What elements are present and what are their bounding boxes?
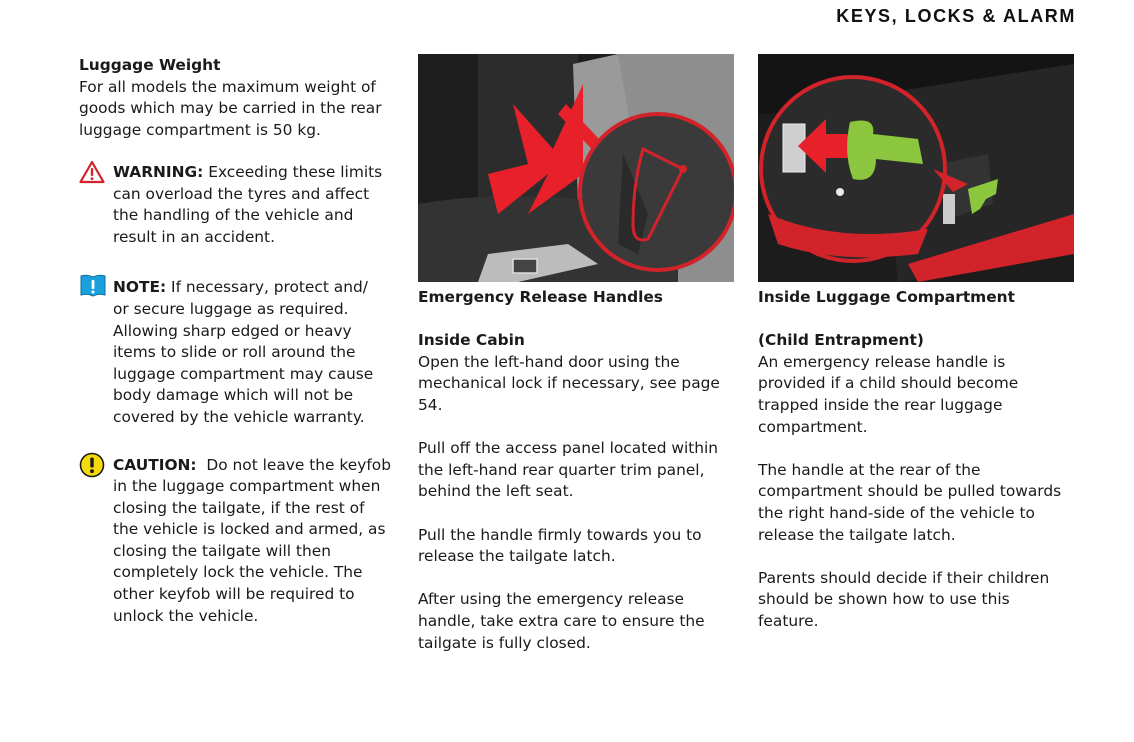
text-line: provided if a child should become [758,374,1019,393]
cabin-paragraph-3 [418,525,736,568]
text-line: compartment. [758,417,868,436]
inside-cabin-heading: Inside Cabin [418,331,525,350]
text-line: If necessary, protect and/ [166,278,368,297]
text-line: feature. [758,611,819,630]
text-line: release the tailgate latch. [418,547,616,566]
emergency-release-cabin-column [418,54,736,654]
luggage-paragraph-2 [758,460,1076,546]
text-line: 54. [418,395,443,414]
text-line: mechanical lock if necessary, see page [418,374,720,393]
text-line: other keyfob will be required to [113,585,355,604]
luggage-weight-heading: Luggage Weight [79,56,221,74]
text-line: For all models the maximum weight of [79,77,376,96]
text-line: the left-hand rear quarter trim panel, [418,460,705,479]
text-line: body damage which will not be [113,386,354,405]
cabin-paragraph-1 [418,352,736,417]
text-line: completely lock the vehicle. The [113,563,363,582]
page-section-title: KEYS, LOCKS & ALARM [836,6,1076,26]
note-book-icon [80,274,106,298]
luggage-weight-text [79,77,399,142]
text-line: closing the tailgate will then [113,541,331,560]
text-line: handle, take extra care to ensure the [418,611,705,630]
caution-exclamation-icon [79,452,105,476]
text-line: can overload the tyres and affect [113,184,370,203]
text-line: behind the left seat. [418,482,574,501]
caution-notice [79,455,399,628]
emergency-release-caption: Emergency Release Handles [418,288,663,306]
caution-label: CAUTION: [113,455,197,474]
luggage-paragraph-3 [758,568,1076,633]
text-line: closing the tailgate, if the rest of [113,498,365,517]
note-notice [79,277,399,428]
warning-label: WARNING: [113,162,204,181]
warning-triangle-icon [79,160,105,184]
text-line: An emergency release handle is [758,352,1006,371]
text-line: covered by the vehicle warranty. [113,407,365,426]
text-line: goods which may be carried in the rear [79,99,382,118]
cabin-paragraph-4 [418,589,736,654]
text-line: tailgate is fully closed. [418,633,591,652]
text-line: the vehicle is locked and armed, as [113,520,386,539]
text-line: trapped inside the rear luggage [758,395,1003,414]
text-line: the handling of the vehicle and [113,206,354,225]
cabin-release-handle-illustration [418,54,734,282]
text-line: luggage compartment may cause [113,364,374,383]
text-line: After using the emergency release [418,590,685,609]
text-line: Parents should decide if their children [758,568,1050,587]
text-line: or secure luggage as required. [113,299,349,318]
note-label: NOTE: [113,278,167,297]
text-line: Pull off the access panel located within [418,439,719,458]
text-line: Do not leave the keyfob [196,455,391,474]
text-line: The handle at the rear of the [758,460,981,479]
text-line: should be shown how to use this [758,590,1010,609]
text-line: result in an accident. [113,227,275,246]
text-line: in the luggage compartment when [113,477,381,496]
text-line: compartment should be pulled towards [758,482,1062,501]
text-line: Open the left-hand door using the [418,352,680,371]
text-line: items to slide or roll around the [113,343,356,362]
luggage-weight-column [79,55,399,627]
inside-luggage-caption: Inside Luggage Compartment [758,288,1015,306]
text-line: the right hand-side of the vehicle to [758,503,1035,522]
text-line: release the tailgate latch. [758,525,956,544]
text-line: Pull the handle firmly towards you to [418,525,702,544]
text-line: luggage compartment is 50 kg. [79,120,321,139]
warning-notice [79,162,399,248]
text-line: Allowing sharp edged or heavy [113,321,352,340]
text-line: unlock the vehicle. [113,606,259,625]
luggage-compartment-column [758,54,1076,633]
cabin-paragraph-2 [418,438,736,503]
child-entrapment-heading: (Child Entrapment) [758,331,924,350]
luggage-paragraph-1 [758,352,1076,438]
text-line: Exceeding these limits [203,162,383,181]
luggage-release-handle-illustration [758,54,1074,282]
